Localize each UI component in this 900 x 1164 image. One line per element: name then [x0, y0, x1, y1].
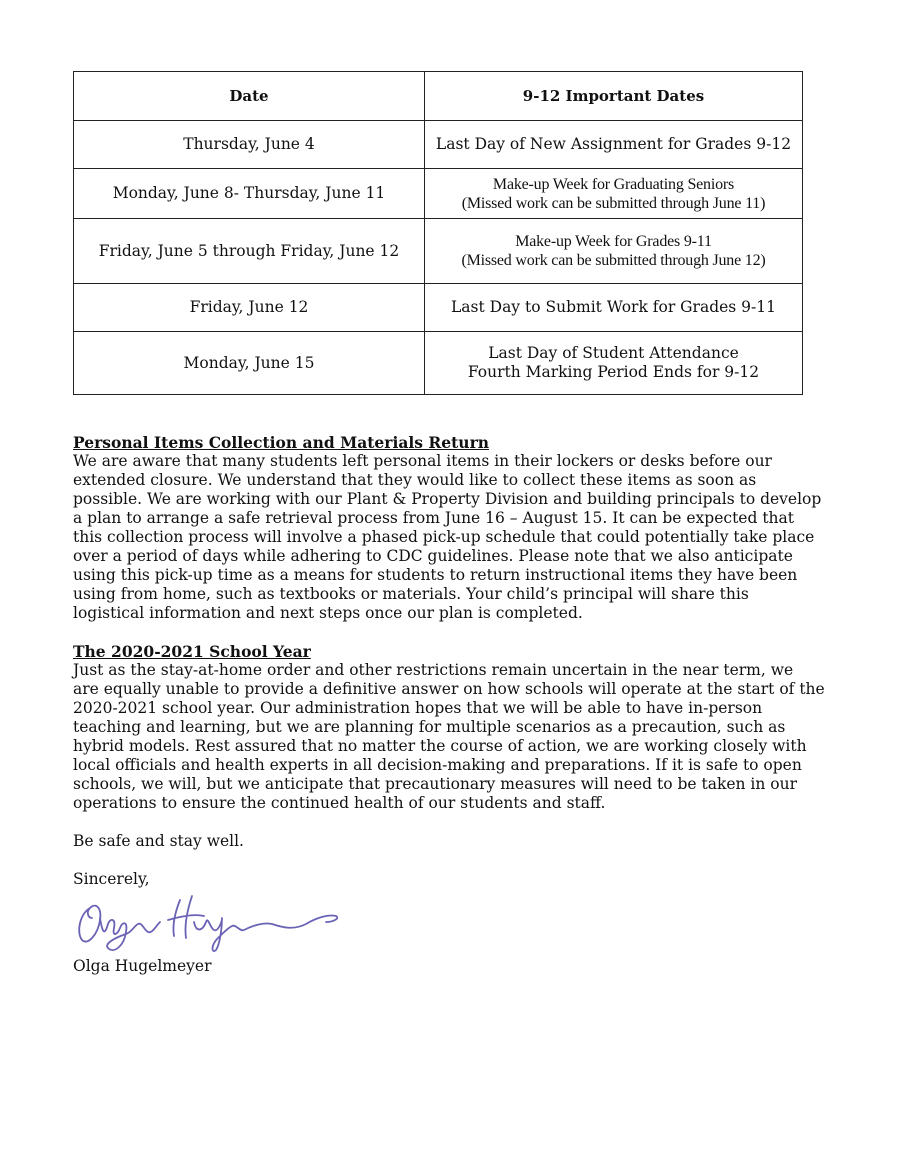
paragraph-line: a plan to arrange a safe retrieval process from June 16 – August 15. It can be expected that: [73, 509, 795, 527]
signature-stroke: [194, 915, 337, 951]
paragraph-line: Just as the stay-at-home order and other restrictions remain uncertain in the near term, we: [73, 661, 794, 679]
table-row: [74, 121, 803, 169]
paragraph-line: local officials and health experts in all decision-making and preparations. If it is safe to open: [73, 756, 802, 774]
event-line: Last Day of New Assignment for Grades 9-12: [435, 135, 792, 153]
event-cell: [425, 219, 803, 284]
signature-stroke: [168, 896, 204, 938]
event-line: Make-up Week for Grades 9-11: [515, 233, 712, 250]
section-heading: The 2020-2021 School Year: [73, 642, 311, 661]
table-row: [74, 169, 803, 219]
event-cell: [425, 169, 803, 219]
date-cell: Monday, June 8- Thursday, June 11: [74, 169, 425, 219]
important-dates-table: [73, 71, 803, 395]
paragraph-line: teaching and learning, but we are planning for multiple scenarios as a precaution, such as: [73, 718, 786, 736]
paragraph-line: using from home, such as textbooks or materials. Your child’s principal will share this: [73, 585, 749, 603]
paragraph-line: are equally unable to provide a definitive answer on how schools will operate at the start of the: [73, 680, 825, 698]
header-date: Date: [74, 72, 425, 121]
event-cell: [425, 284, 803, 332]
event-line: Fourth Marking Period Ends for 9-12: [467, 363, 760, 381]
salutation: Sincerely,: [73, 870, 150, 888]
section-heading: Personal Items Collection and Materials Return: [73, 433, 490, 452]
signature-stroke: [100, 918, 160, 950]
date-cell: Friday, June 5 through Friday, June 12: [74, 219, 425, 284]
date-cell: Friday, June 12: [74, 284, 425, 332]
event-cell: [425, 332, 803, 395]
paragraph-line: over a period of days while adhering to CDC guidelines. Please note that we also anticipate: [73, 547, 793, 565]
paragraph-line: hybrid models. Rest assured that no matter the course of action, we are working closely with: [73, 737, 807, 755]
event-note: (Missed work can be submitted through June 11): [461, 194, 766, 212]
event-line: Make-up Week for Graduating Seniors: [492, 175, 735, 193]
paragraph-line: extended closure. We understand that they would like to collect these items as soon as: [73, 471, 757, 489]
signature-stroke: [79, 906, 100, 942]
signature-image: [72, 888, 342, 958]
paragraph-line: using this pick-up time as a means for students to return instructional items they have been: [73, 566, 798, 584]
event-line: Last Day to Submit Work for Grades 9-11: [451, 298, 776, 316]
paragraph-line: possible. We are working with our Plant & Property Division and building principals to develop: [73, 490, 822, 508]
paragraph-line: 2020-2021 school year. Our administration hopes that we will be able to have in-person: [73, 699, 763, 717]
date-cell: Monday, June 15: [74, 332, 425, 395]
paragraph-line: We are aware that many students left personal items in their lockers or desks before our: [73, 452, 772, 470]
table-header-row: [74, 72, 803, 121]
personal-items-section: [73, 433, 825, 623]
paragraph-line: operations to ensure the continued health of our students and staff.: [73, 794, 606, 812]
table-row: [74, 332, 803, 395]
event-note: (Missed work can be submitted through June 12): [461, 252, 766, 269]
school-year-section: [73, 642, 825, 813]
table-row: [74, 284, 803, 332]
signer-name: Olga Hugelmeyer: [73, 957, 212, 975]
paragraph-line: this collection process will involve a phased pick-up schedule that could potentially take place: [73, 528, 815, 546]
date-cell: Thursday, June 4: [74, 121, 425, 169]
event-cell: [425, 121, 803, 169]
table-row: [74, 219, 803, 284]
paragraph-line: logistical information and next steps once our plan is completed.: [73, 604, 583, 622]
paragraph-line: schools, we will, but we anticipate that precautionary measures will need to be taken in our: [73, 775, 798, 793]
header-important-dates: 9-12 Important Dates: [425, 72, 803, 121]
event-line: Last Day of Student Attendance: [488, 344, 739, 362]
closing-wish: Be safe and stay well.: [73, 832, 244, 850]
